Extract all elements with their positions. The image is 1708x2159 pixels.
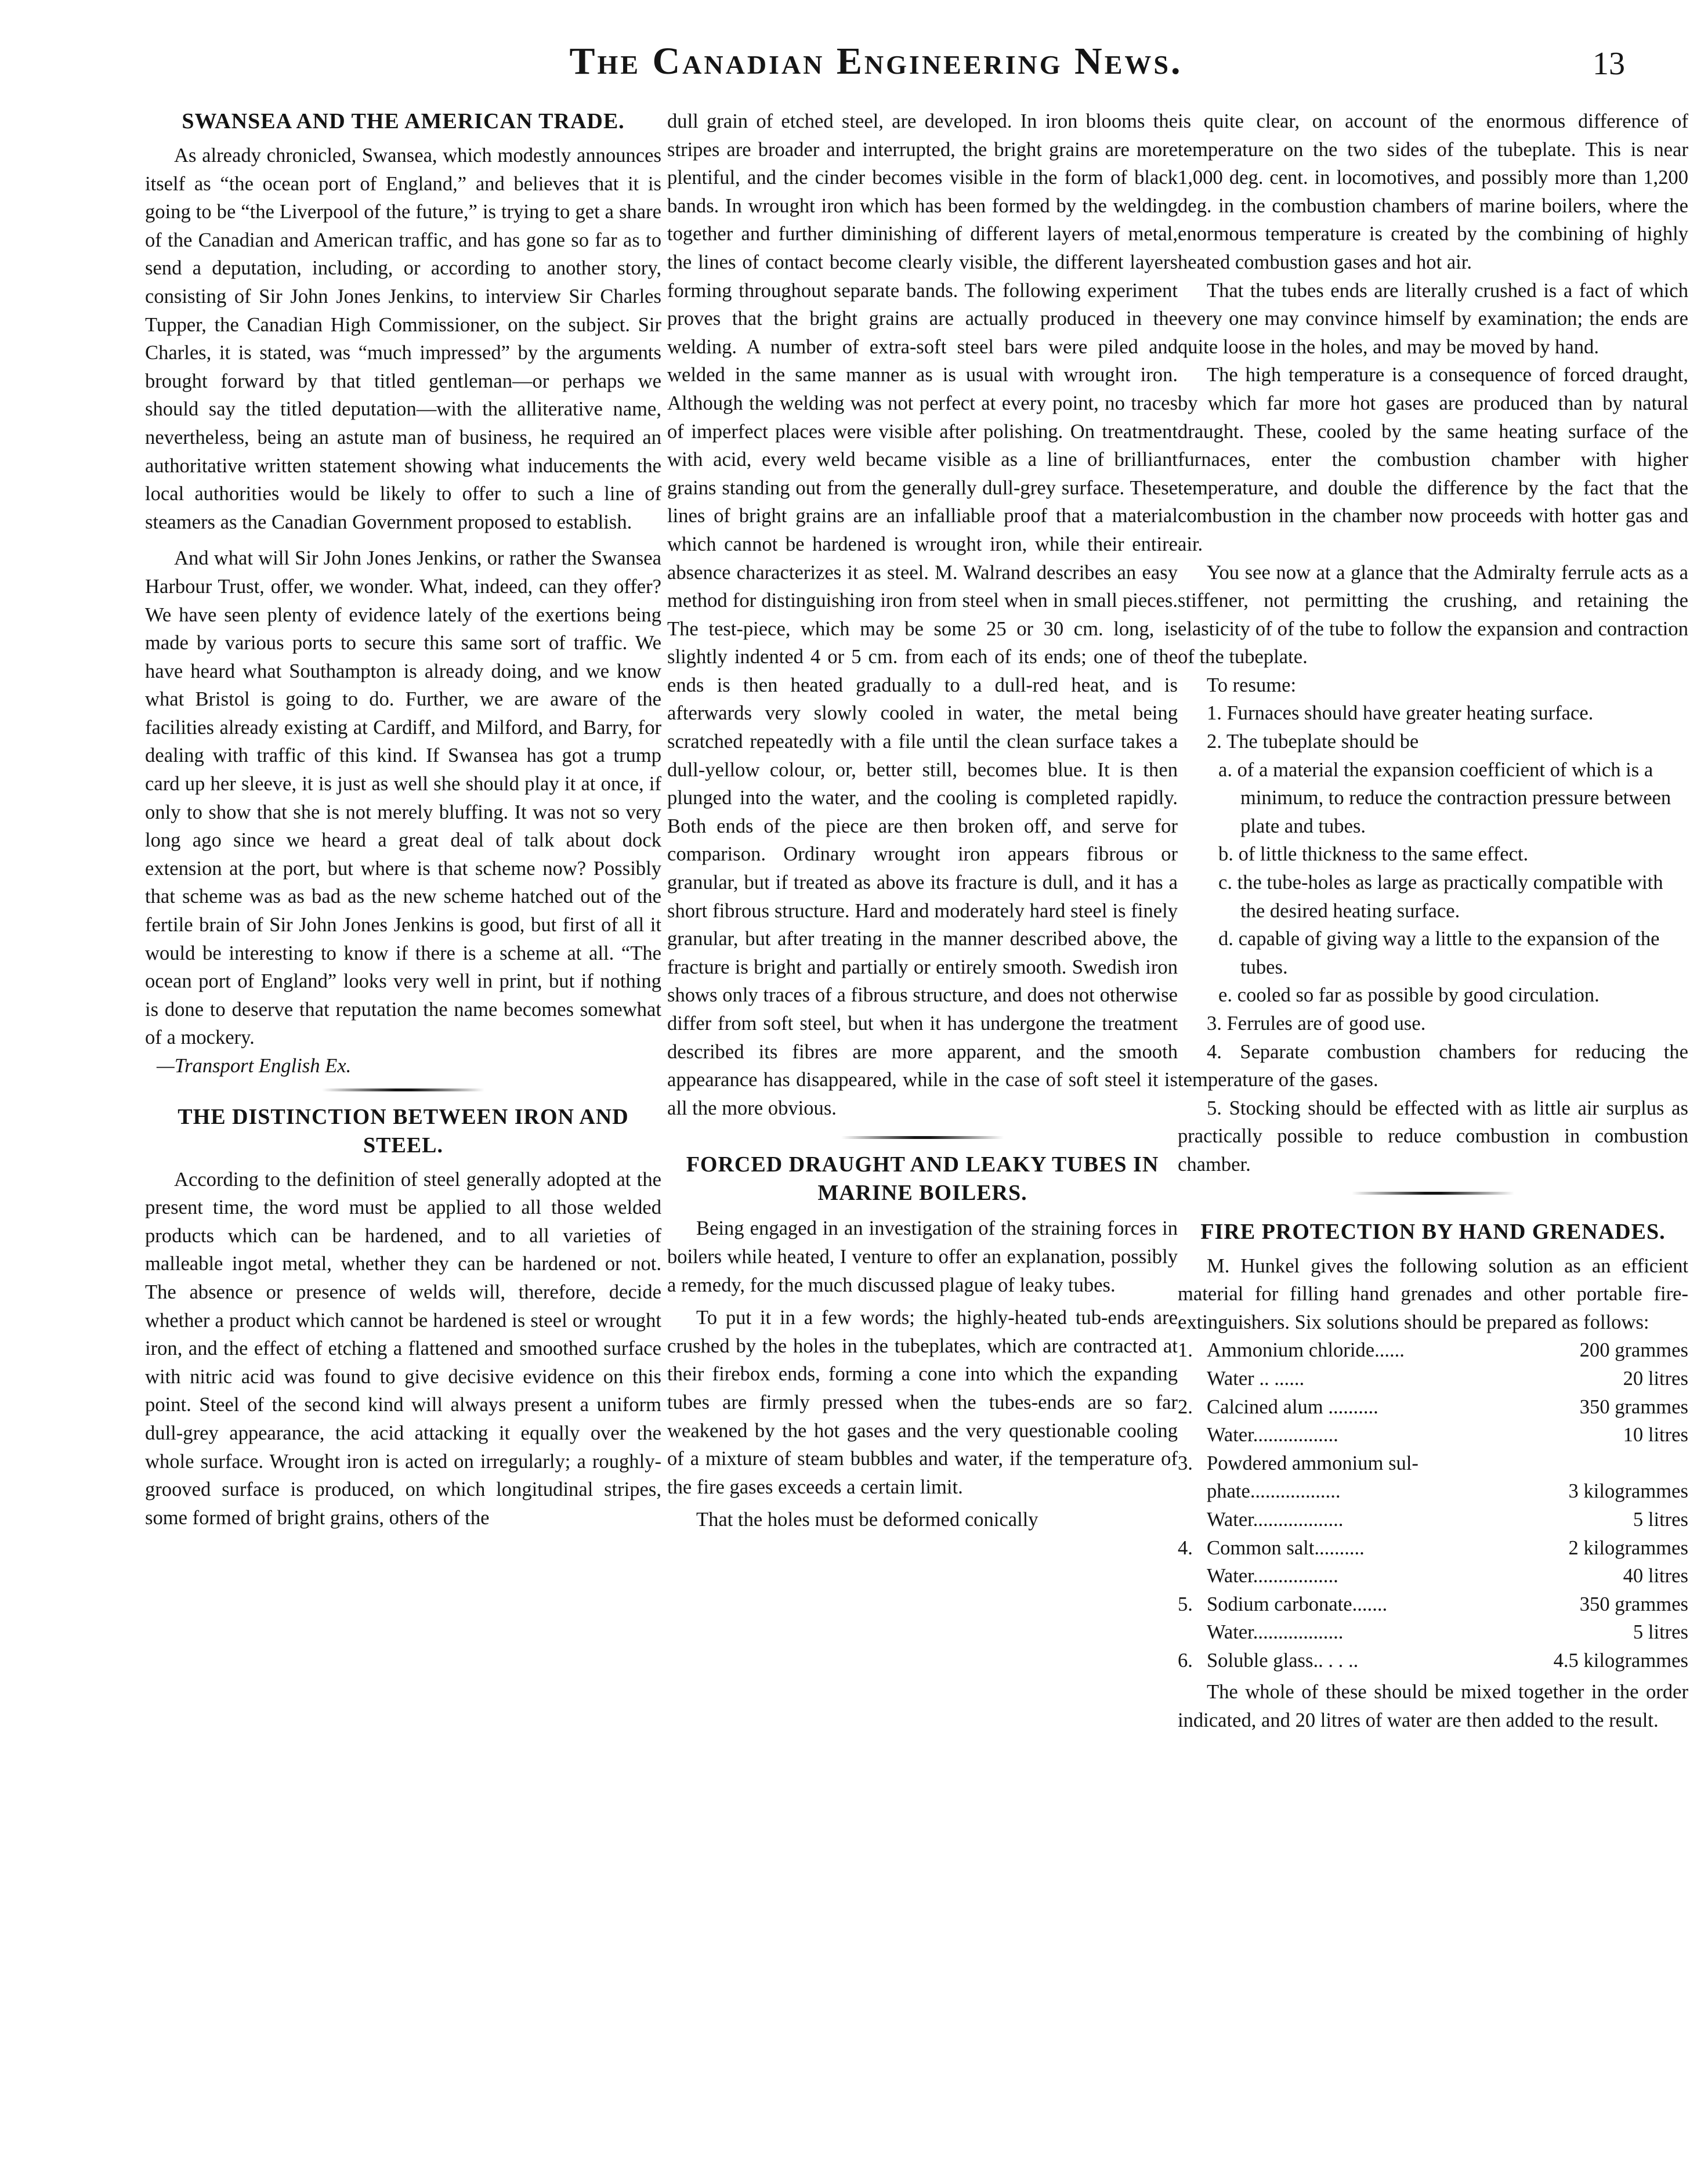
paragraph: As already chronicled, Swansea, which modestly announces itself as “the ocean port of England,” and believes that it is going to be “the Liverpool of the future,” is trying to get a share of the Canadian and American traffic, and has gone so far as to send a deputation, including, or according to another story, consisting of Sir John Jones Jenkins, to interview Sir Charles Tupper, the Canadian High Commissioner, on the subject. Sir Charles, it is stated, was “much impressed” by the arguments brought forward by that titled gentleman—or perhaps we should say the titled deputation—with the alliterative name, nevertheless, being an astute man of business, he required an authoritative written statement showing what inducements the local authorities would be likely to offer to such a line of steamers as the Canadian Government proposed to establish. xyxy=(145,144,661,533)
row-quantity: 5 litres xyxy=(1633,1508,1688,1531)
row-quantity: 2 kilogrammes xyxy=(1568,1536,1688,1559)
paragraph: M. Hunkel gives the following solution as an efficient material for filling hand grenades and other portable fire-extinguishers. Six solutions should be prepared as follows: xyxy=(1178,1254,1688,1333)
table-row xyxy=(1178,1449,1688,1478)
table-row xyxy=(1178,1477,1688,1506)
paragraph: Being engaged in an investigation of the straining forces in boilers while heated, I venture to offer an explanation, possibly a remedy, for the much discussed plague of leaky tubes. xyxy=(667,1217,1178,1296)
paragraph: According to the definition of steel generally adopted at the present time, the word must be applied to all those welded products which can be hardened, and to all varieties of malleable ingot metal, whether they can be hardened or not. The absence or presence of welds will, therefore, decide whether a product which cannot be hardened is steel or wrought iron, and the effect of etching a flattened and smoothed surface with nitric acid was found to give decisive evidence on this point. Steel of the second kind will always present a uniform dull-grey appearance, the acid attacking it equally over the whole surface. Wrought iron is acted on irregularly; a roughly-grooved surface is produced, on which longitudinal stripes, some formed of bright grains, others of the xyxy=(145,1168,661,1529)
paragraph: The whole of these should be mixed together in the order indicated, and 20 litres of water are then added to the result. xyxy=(1178,1681,1688,1732)
table-row xyxy=(1178,1506,1688,1534)
paragraph: That the holes must be deformed conically xyxy=(696,1509,1038,1531)
column-middle xyxy=(667,107,1178,1534)
row-ingredient: phate.................. xyxy=(1207,1480,1341,1503)
page-number: 13 xyxy=(1593,46,1625,82)
row-number xyxy=(1178,1506,1207,1534)
row-ingredient: Common salt.......... xyxy=(1207,1536,1365,1559)
row-ingredient: Soluble glass.. . . .. xyxy=(1207,1649,1359,1672)
column-left xyxy=(145,107,661,1532)
row-ingredient: Water.................. xyxy=(1207,1508,1344,1531)
row-ingredient: Water................. xyxy=(1207,1424,1338,1446)
paragraph: You see now at a glance that the Admiralty ferrule acts as a stiffener, not permitting the crushing, and retaining the elasticity of of the tube to follow the expansion and contraction of the tubeplate. xyxy=(1178,561,1688,668)
table-row xyxy=(1178,1534,1688,1563)
sub-list-item: c. the tube-holes as large as practically compatible with the desired heating surface. xyxy=(1218,871,1663,922)
row-quantity: 10 litres xyxy=(1623,1424,1688,1446)
row-number xyxy=(1178,1365,1207,1393)
column-right xyxy=(1178,107,1688,1735)
article-headline-iron-steel: THE DISTINCTION BETWEEN IRON AND STEEL. xyxy=(178,1104,629,1158)
row-number: 2. xyxy=(1178,1395,1193,1418)
row-number: 1. xyxy=(1178,1339,1193,1362)
row-ingredient: Sodium carbonate....... xyxy=(1207,1593,1388,1615)
table-row xyxy=(1178,1590,1688,1619)
solutions-table xyxy=(1178,1336,1688,1675)
section-divider xyxy=(1352,1192,1514,1195)
row-ingredient: Water .. ...... xyxy=(1207,1367,1305,1390)
row-quantity: 3 kilogrammes xyxy=(1568,1480,1688,1503)
row-number xyxy=(1178,1562,1207,1590)
row-quantity: 40 litres xyxy=(1623,1565,1688,1587)
row-ingredient: Calcined alum .......... xyxy=(1207,1395,1378,1418)
list-item: 2. The tubeplate should be xyxy=(1207,730,1419,753)
row-quantity: 4.5 kilogrammes xyxy=(1553,1649,1688,1672)
article-headline-swansea: SWANSEA AND THE AMERICAN TRADE. xyxy=(182,109,625,133)
row-number: 5. xyxy=(1178,1593,1193,1615)
page-title: The Canadian Engineering News. xyxy=(569,40,1183,82)
table-row xyxy=(1178,1336,1688,1365)
table-row xyxy=(1178,1365,1688,1393)
row-quantity: 200 grammes xyxy=(1579,1339,1688,1362)
list-item: 3. Ferrules are of good use. xyxy=(1207,1012,1426,1035)
row-number: 3. xyxy=(1178,1452,1193,1474)
paragraph: The high temperature is a consequence of forced draught, by which far more hot gases are produced than by natural draught. These, cooled by the same heating surface of the furnaces, enter the combustion chamber with higher temperature, and double the difference by the fact that the combustion in the chamber now proceeds with hotter gas and air. xyxy=(1178,364,1688,555)
row-quantity: 350 grammes xyxy=(1579,1395,1688,1418)
paragraph-continued: is quite clear, on account of the enormous difference of temperature on the two sides of the tubeplate. This is near 1,000 deg. cent. in locomotives, and possibly more than 1,200 deg. in the combustion chambers of marine boilers, where the enormous temperature is created by the combining of highly heated combustion gases and hot air. xyxy=(1178,110,1688,273)
list-item: 5. Stocking should be effected with as little air surplus as practically possible to reduce combustion in combustion chamber. xyxy=(1178,1097,1688,1176)
row-ingredient: Water.................. xyxy=(1207,1621,1344,1644)
article-headline-grenades: FIRE PROTECTION BY HAND GRENADES. xyxy=(1200,1219,1666,1244)
article-source: —Transport English Ex. xyxy=(157,1055,352,1077)
row-number: 4. xyxy=(1178,1536,1193,1559)
row-quantity: 20 litres xyxy=(1623,1367,1688,1390)
sub-list-item: d. capable of giving way a little to the expansion of the tubes. xyxy=(1218,928,1660,978)
row-number xyxy=(1178,1421,1207,1449)
list-item: 4. Separate combustion chambers for reducing the temperature of the gases. xyxy=(1178,1040,1688,1091)
resume-label: To resume: xyxy=(1207,674,1297,696)
paragraph: That the tubes ends are literally crushed is a fact of which every one may convince himself by examination; the ends are quite loose in the holes, and may be moved by hand. xyxy=(1178,279,1688,358)
row-number: 6. xyxy=(1178,1649,1193,1672)
paragraph: To put it in a few words; the highly-heated tub-ends are crushed by the holes in the tubeplates, which are contracted at their firebox ends, forming a cone into which the expanding tubes are firmly pressed when the tubes-ends are so far weakened by the hot gases and the very questionable cooling of a mixture of steam bubbles and water, if the temperature of the fire gases exceeds a certain limit. xyxy=(667,1307,1178,1498)
row-number xyxy=(1178,1618,1207,1647)
paragraph-continued: dull grain of etched steel, are developed. In iron blooms the stripes are broader and interrupted, the bright grains are more plentiful, and the cinder becomes visible in the form of black bands. In wrought iron which has been formed by the welding together and further diminishing of different layers of metal, the lines of contact become clearly visible, the different layers forming throughout separate bands. The following experiment proves that the bright grains are actually produced in the welding. A number of extra-soft steel bars were piled and welded in the same manner as is usual with wrought iron. Although the welding was not perfect at every point, no traces of imperfect places were visible after polishing. On treatment with acid, every weld became visible as a line of brilliant grains standing out from the generally dull-grey surface. These lines of bright grains are an infalliable proof that a material which cannot be hardened is wrought iron, while their entire absence characterizes it as steel. M. Walrand describes an easy method for distinguishing iron from steel when in small pieces. The test-piece, which may be some 25 or 30 cm. long, is slightly indented 4 or 5 cm. from each of its ends; one of the ends is then heated gradually to a dull-red heat, and is afterwards very slowly cooled in water, the metal being scratched repeatedly with a file until the clean surface takes a dull-yellow colour, or, better still, becomes blue. It is then plunged into the water, and the cooling is completed rapidly. Both ends of the piece are then broken off, and serve for comparison. Ordinary wrought iron appears fibrous or granular, but if treated as above its fracture is dull, and it has a short fibrous structure. Hard and moderately hard steel is finely granular, but after treating in the manner described above, the fracture is bright and partially or entirely smooth. Swedish iron shows only traces of a fibrous structure, and does not otherwise differ from soft steel, but when it has undergone the treatment described its fibres are more apparent, and the smooth appearance has disappeared, while in the case of soft steel it is all the more obvious. xyxy=(667,110,1178,1119)
paragraph: And what will Sir John Jones Jenkins, or rather the Swansea Harbour Trust, offer, we wonder. What, indeed, can they offer? We have seen plenty of evidence lately of the exertions being made by various ports to secure this same sort of traffic. We have heard what Southampton is already doing, and we know what Bristol is going to do. Further, we are aware of the facilities already existing at Cardiff, and Milford, and Barry, for dealing with traffic of this kind. If Swansea has got a trump card up her sleeve, it is just as well she should play it at once, if only to show that she is not merely bluffing. It was not so very long ago since we heard a great deal of talk about dock extension at the port, but where is that scheme now? Possibly that scheme was as bad as the new scheme hatched out of the fertile brain of Sir John Jones Jenkins is good, but first of all it would be interesting to know if there is a scheme at all. “The ocean port of England” looks very well in print, but if nothing is done to deserve that reputation the name becomes somewhat of a mockery. xyxy=(145,547,661,1049)
section-divider xyxy=(841,1136,1004,1139)
row-quantity: 5 litres xyxy=(1633,1621,1688,1644)
section-divider xyxy=(322,1088,484,1091)
table-row xyxy=(1178,1562,1688,1590)
sub-list-item: b. of little thickness to the same effect. xyxy=(1218,843,1529,866)
table-row xyxy=(1178,1421,1688,1449)
row-number xyxy=(1178,1477,1207,1506)
list-item: 1. Furnaces should have greater heating surface. xyxy=(1207,702,1594,725)
table-row xyxy=(1178,1618,1688,1647)
row-ingredient: Ammonium chloride...... xyxy=(1207,1339,1405,1362)
row-quantity: 350 grammes xyxy=(1579,1593,1688,1615)
masthead xyxy=(0,0,1708,99)
table-row xyxy=(1178,1647,1688,1675)
row-ingredient: Powdered ammonium sul- xyxy=(1207,1452,1418,1474)
sub-list-item: a. of a material the expansion coefficient of which is a minimum, to reduce the contraction pressure between plate and tubes. xyxy=(1218,758,1671,837)
row-ingredient: Water................. xyxy=(1207,1565,1338,1587)
article-headline-forced-draught: FORCED DRAUGHT AND LEAKY TUBES IN MARINE BOILERS. xyxy=(686,1152,1159,1206)
sub-list-item: e. cooled so far as possible by good circulation. xyxy=(1218,984,1600,1007)
table-row xyxy=(1178,1393,1688,1422)
